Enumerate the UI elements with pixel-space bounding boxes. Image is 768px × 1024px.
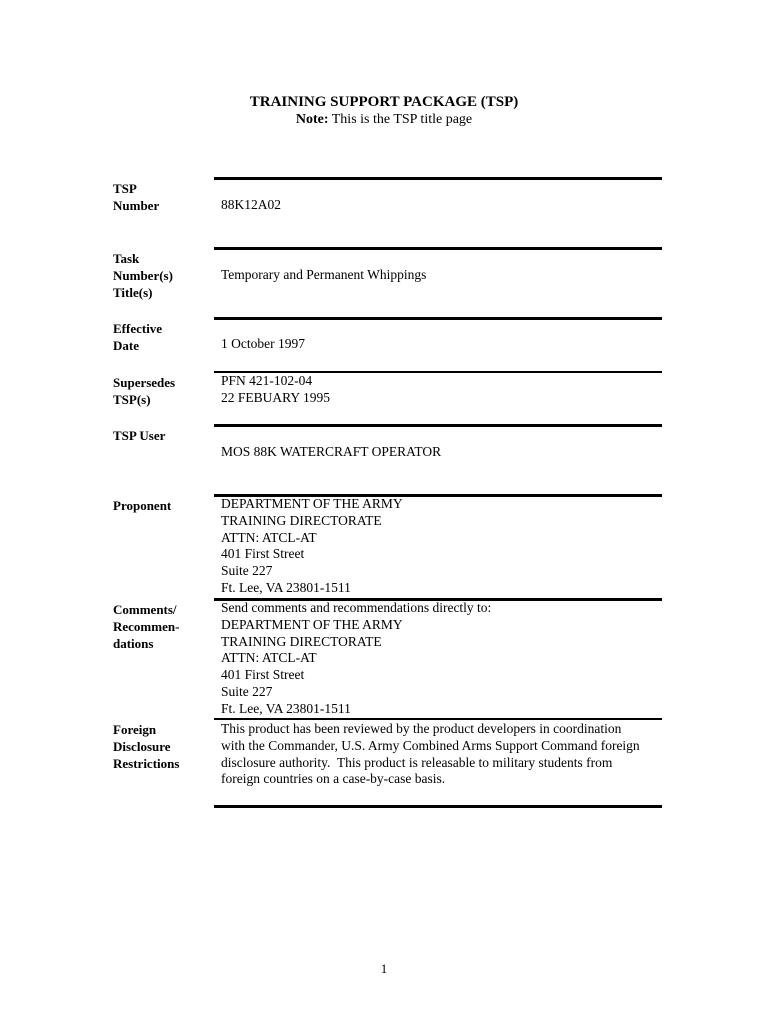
label-tsp-number [113,180,208,214]
label-line: Date [113,338,139,353]
label-line: TSP User [113,428,166,443]
label-line: Recommen- [113,619,180,634]
value-effective-date [221,336,661,353]
label-line: dations [113,636,154,651]
value-line: 1 October 1997 [221,336,305,351]
value-line: 401 First Street [221,546,305,562]
note-label: Note: [295,112,329,127]
label-line: Supersedes [113,375,176,390]
label-comments [113,601,208,652]
value-line: Suite 227 [221,683,273,699]
rule-task [214,247,662,250]
document-title: TRAINING SUPPORT PACKAGE (TSP) [249,94,519,110]
label-line: Effective [113,321,163,336]
label-supersedes [113,374,208,408]
label-proponent [113,497,208,514]
value-line: This product has been reviewed by the product developers in coordination [221,721,622,736]
value-task [221,267,661,284]
value-line: Suite 227 [221,563,273,579]
value-line: DEPARTMENT OF THE ARMY [221,496,403,511]
label-line: Comments/ [113,602,177,617]
value-line: 22 FEBUARY 1995 [221,389,331,405]
label-line: Foreign [113,722,157,737]
value-line: disclosure authority. This product is releasable to military students from [221,754,613,770]
value-line: Ft. Lee, VA 23801-1511 [221,700,351,716]
value-tsp-number [221,197,661,214]
label-line: TSP(s) [113,392,151,407]
label-tsp-user [113,427,208,444]
label-line: Restrictions [113,756,180,771]
value-line: MOS 88K WATERCRAFT OPERATOR [221,444,442,459]
label-effective-date [113,320,208,354]
label-foreign-disclosure [113,721,208,772]
value-line: 401 First Street [221,667,305,683]
value-foreign-disclosure [221,721,661,788]
page-number: 1 [380,961,388,976]
value-line: Send comments and recommendations directly to: [221,600,492,615]
rule-bottom [214,805,662,808]
value-proponent [221,496,661,597]
value-line: DEPARTMENT OF THE ARMY [221,616,403,632]
value-line: PFN 421-102-04 [221,373,313,388]
value-line: TRAINING DIRECTORATE [221,512,382,528]
label-line: Task [113,251,140,266]
title-note [0,111,768,129]
value-supersedes [221,373,661,407]
label-line: Title(s) [113,285,153,300]
value-tsp-user [221,444,661,461]
value-line: ATTN: ATCL-AT [221,650,317,666]
label-line: Proponent [113,498,172,513]
value-line: Ft. Lee, VA 23801-1511 [221,579,351,595]
value-line: foreign countries on a case-by-case basis. [221,771,446,787]
label-line: Number [113,198,160,213]
label-task [113,250,208,301]
label-line: TSP [113,181,137,196]
value-line: ATTN: ATCL-AT [221,529,317,545]
rule-tsp-user [214,424,662,427]
label-line: Disclosure [113,739,171,754]
value-line: with the Commander, U.S. Army Combined Arms Support Command foreign [221,737,640,753]
rule-foreign [214,718,662,720]
value-comments [221,600,661,718]
value-line: TRAINING DIRECTORATE [221,633,382,649]
label-line: Number(s) [113,268,173,283]
rule-tsp-number [214,177,662,180]
value-line: Temporary and Permanent Whippings [221,267,427,282]
note-text: This is the TSP title page [331,112,473,127]
value-line: 88K12A02 [221,197,281,212]
rule-effective-date [214,317,662,320]
